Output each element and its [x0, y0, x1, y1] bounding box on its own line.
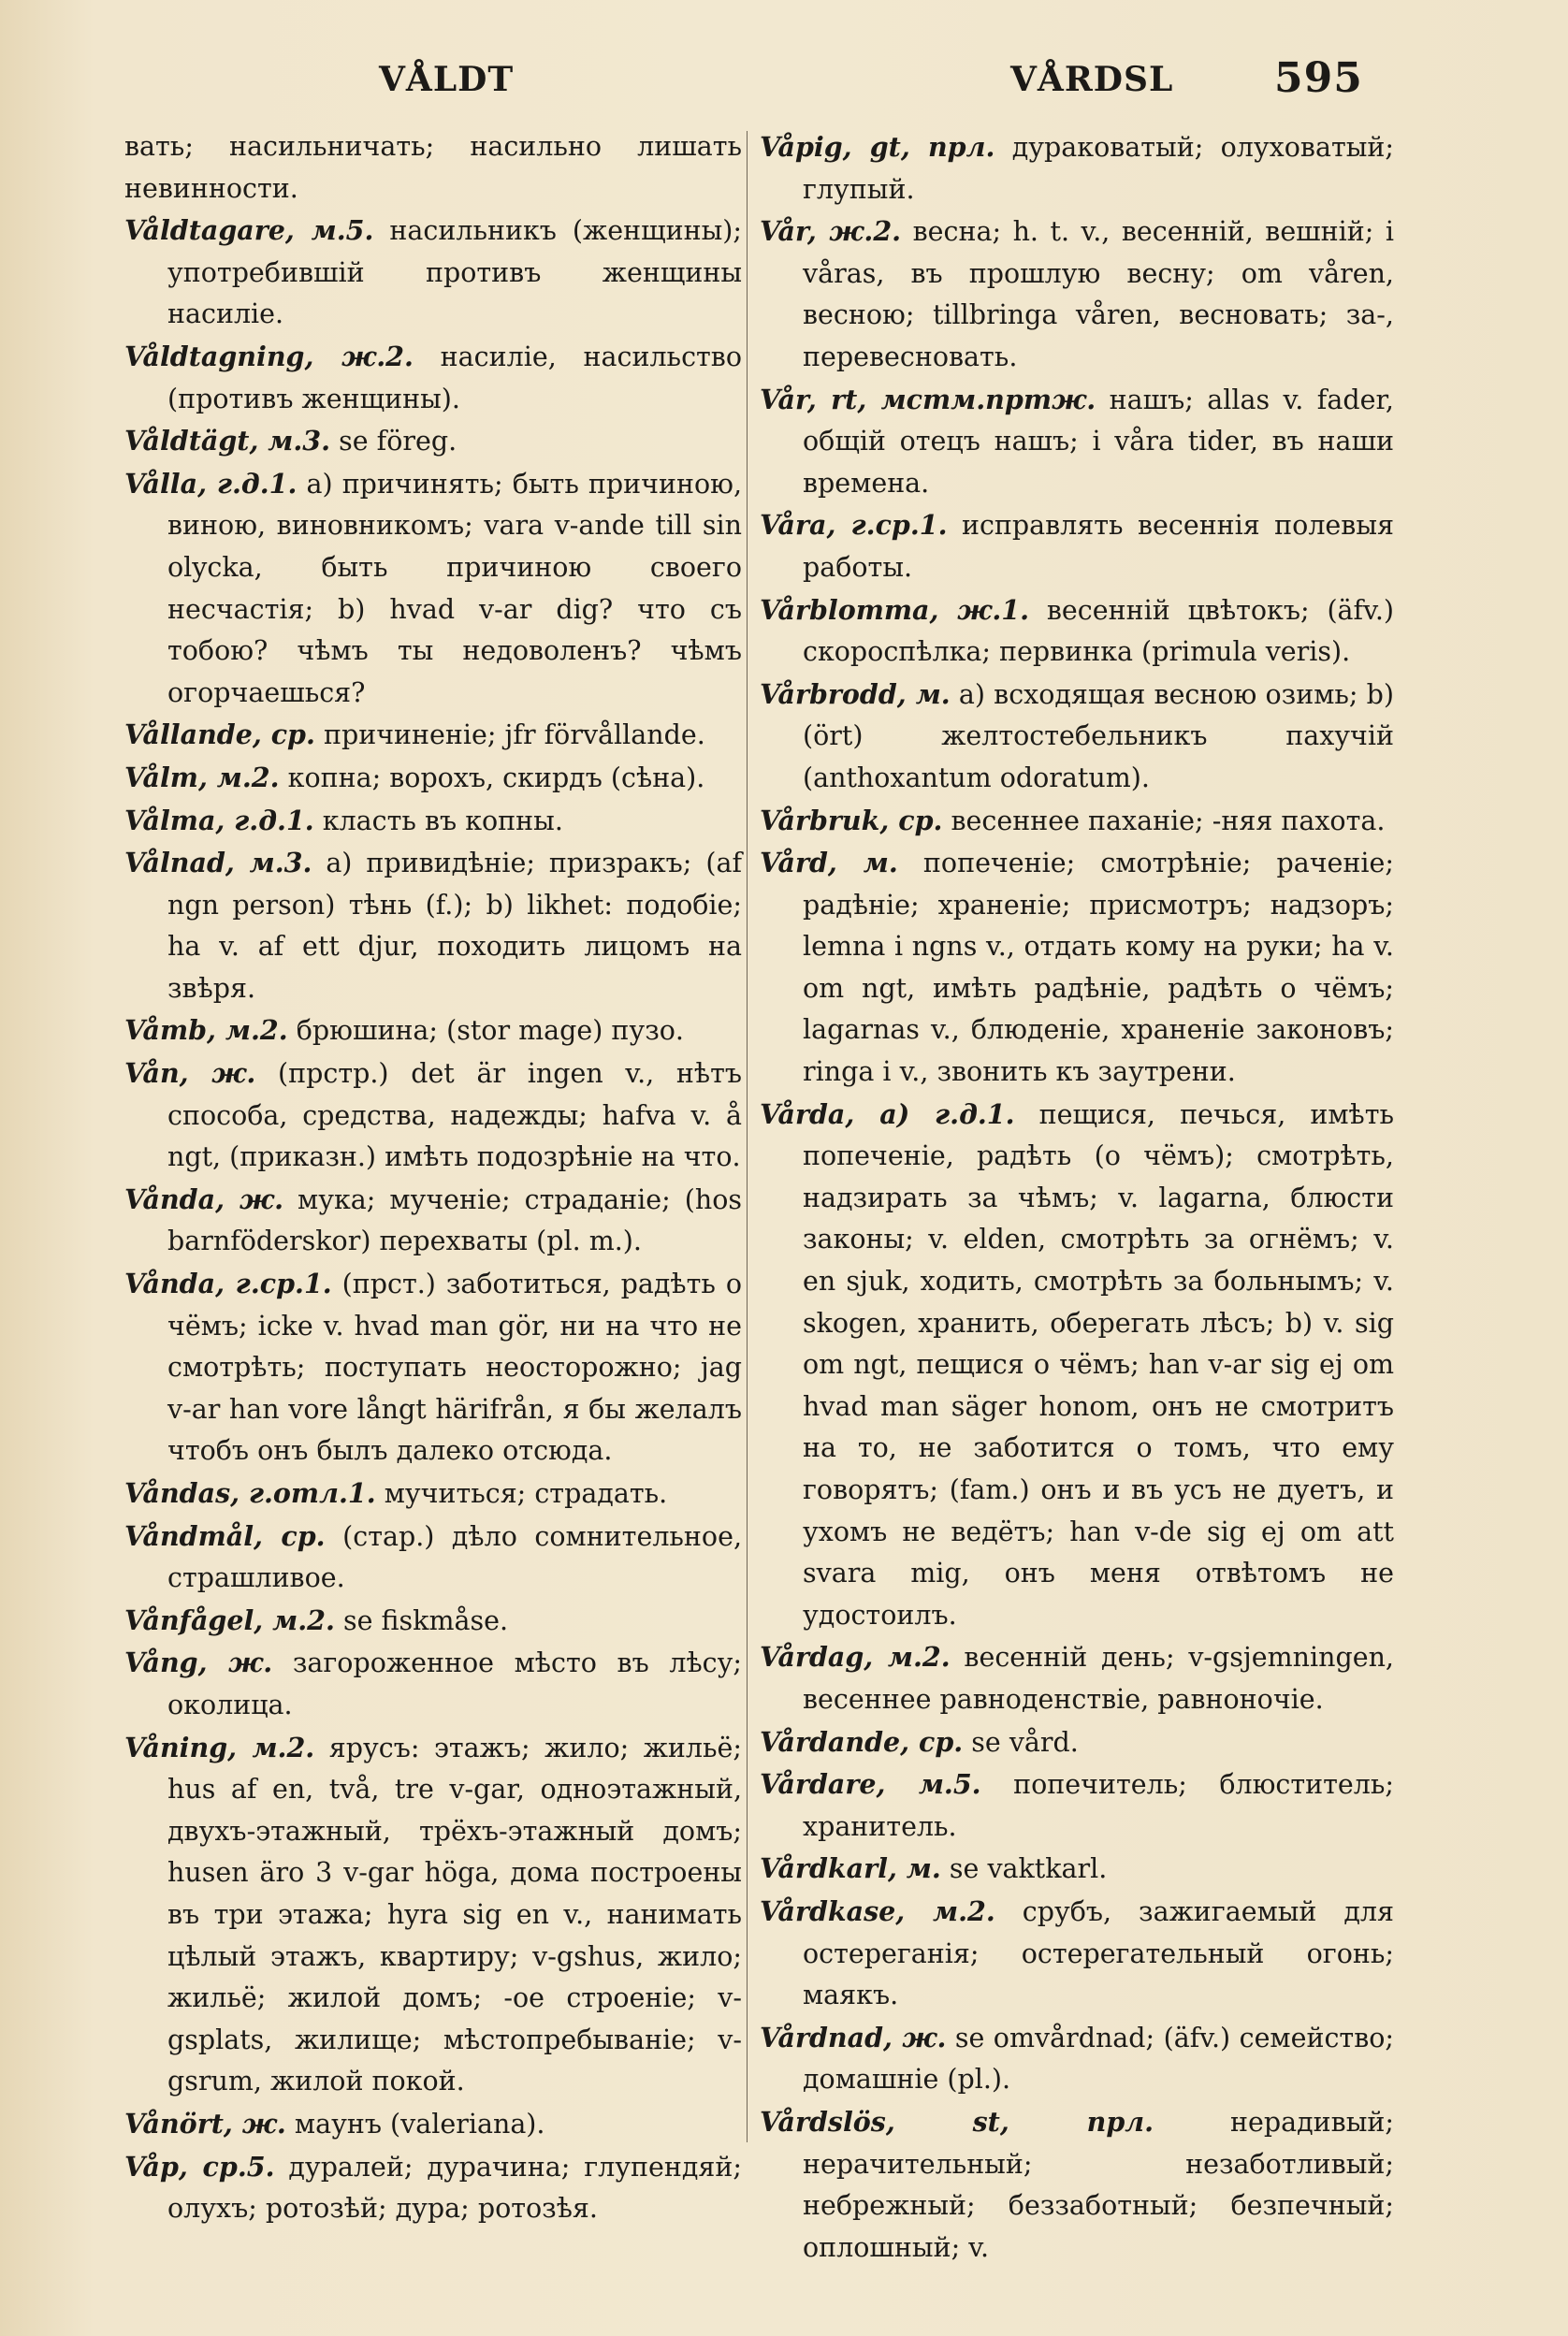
- entry-headword: Vålnad, м.3.: [124, 847, 312, 879]
- dictionary-entry: [124, 1516, 742, 1600]
- entry-headword: Vårbruk, ср.: [760, 804, 943, 836]
- entry-definition: загороженное мѣсто въ лѣсу; околица.: [167, 1647, 742, 1720]
- entry-definition: se vaktkarl.: [949, 1853, 1108, 1885]
- entry-headword: Våmb, м.2.: [124, 1014, 288, 1047]
- entry-headword: Vålm, м.2.: [124, 761, 280, 793]
- entry-definition: класть въ копны.: [322, 805, 563, 836]
- dictionary-entry: [760, 2017, 1394, 2101]
- entry-headword: Vårdag, м.2.: [760, 1641, 951, 1674]
- dictionary-entry: [124, 1727, 742, 2103]
- entry-definition: мучиться; страдать.: [384, 1478, 668, 1509]
- entry-definition: (стар.) дѣло сомнительное, страшливое.: [167, 1520, 743, 1594]
- dictionary-entry: [760, 210, 1394, 378]
- entry-headword: Våning, м.2.: [124, 1731, 315, 1763]
- dictionary-entry: [760, 1094, 1394, 1637]
- running-head-right: VÅRDSL: [1010, 60, 1174, 99]
- dictionary-entry: [124, 420, 742, 463]
- dictionary-entry: [760, 589, 1394, 674]
- entry-headword: Vår, ж.2.: [760, 215, 902, 248]
- entry-headword: Våldtägt, м.3.: [124, 425, 331, 457]
- entry-definition: пещися, печься, имѣть попеченіе, радѣть (о чёмъ); смотрѣть, надзирать за чѣмъ; v. lagarna, блюсти законы; v. elden, смотрѣть за огнёмъ; v. en sjuk, ходить, смотрѣть за больнымъ; v. skogen, хранить, оберегать лѣсъ; b) v. sig om ngt, пещися о чёмъ; han v-ar sig ej om hvad man säger honom, онъ не смотритъ на то, не заботится о томъ, что ему говорятъ; (fam.) онъ и въ усъ не дуетъ, и ухомъ не ведётъ; han v-de sig ej om att svara mig, онъ меня отвѣтомъ не удостоилъ.: [803, 1098, 1394, 1631]
- entry-headword: Vårdkase, м.2.: [760, 1894, 995, 1927]
- entry-headword: Vång, ж.: [124, 1647, 273, 1679]
- right-column: [760, 126, 1394, 2269]
- entry-definition: маунъ (valeriana).: [294, 2108, 545, 2140]
- dictionary-entry: [760, 1721, 1394, 1764]
- entry-headword: Vårda, a) г.д.1.: [760, 1097, 1015, 1130]
- dictionary-entry: [124, 1052, 742, 1179]
- entry-definition: дуралей; дурачина; глупендяй; олухъ; ротозѣй; дура; ротозѣя.: [167, 2151, 742, 2225]
- entry-headword: Vånört, ж.: [124, 2107, 286, 2140]
- dictionary-entry: [760, 379, 1394, 505]
- dictionary-entry: [124, 126, 742, 210]
- entry-definition: a) привидѣніе; призракъ; (af ngn person) тѣнь (f.); b) likhet: подобіе; ha v. af ett djur, походить лицомъ на звѣря.: [167, 848, 742, 1004]
- entry-headword: Våp, ср.5.: [124, 2150, 275, 2183]
- entry-definition: исправлять весеннія полевыя работы.: [803, 510, 1395, 583]
- dictionary-entry: [760, 842, 1394, 1094]
- entry-headword: Vålla, г.д.1.: [124, 467, 298, 500]
- running-head-left: VÅLDT: [379, 60, 515, 99]
- dictionary-entry: [124, 2146, 742, 2230]
- entry-definition: a) причинять; быть причиною, виною, виновникомъ; vara v-ande till sin olycka, быть причиною своего несчастія; b) hvad v-ar dig? что съ тобою? чѣмъ ты недоволенъ? чѣмъ огорчаешься?: [167, 468, 743, 708]
- page-number: 595: [1274, 54, 1363, 102]
- dictionary-entry: [124, 2103, 742, 2146]
- entry-headword: Vårdnad, ж.: [760, 2021, 947, 2053]
- dictionary-entry: [760, 126, 1394, 210]
- dictionary-entry: [124, 1600, 742, 1643]
- dictionary-entry: [124, 842, 742, 1009]
- entry-headword: Vårblomma, ж.1.: [760, 593, 1030, 626]
- entry-definition: копна; ворохъ, скирдъ (сѣна).: [287, 762, 705, 793]
- entry-definition: se vård.: [971, 1726, 1079, 1758]
- entry-headword: Vårdslös, st, прл.: [760, 2105, 1154, 2138]
- dictionary-entry: [760, 1636, 1394, 1720]
- entry-definition: попечитель; блюститель; хранитель.: [803, 1769, 1394, 1842]
- entry-definition: нашъ; allas v. fader, общій отецъ нашъ; i våra tider, въ наши времена.: [803, 384, 1394, 499]
- entry-headword: Vårdare, м.5.: [760, 1768, 981, 1801]
- dictionary-entry: [124, 714, 742, 757]
- dictionary-entry: [760, 1763, 1394, 1848]
- dictionary-entry: [760, 2101, 1394, 2269]
- dictionary-entry: [124, 1642, 742, 1726]
- entry-definition: дураковатый; олуховатый; глупый.: [803, 132, 1394, 205]
- entry-headword: Vålma, г.д.1.: [124, 804, 314, 836]
- dictionary-entry: [124, 1009, 742, 1052]
- entry-headword: Våldtagning, ж.2.: [124, 340, 414, 372]
- entry-definition: вать; насильничать; насильно лишать невинности.: [124, 131, 742, 204]
- dictionary-entry: [124, 336, 742, 420]
- dictionary-entry: [124, 757, 742, 800]
- entry-definition: весна; h. t. v., весенній, вешній; i våras, въ прошлую весну; om våren, весною; tillbringa våren, весновать; за-, перевесновать.: [803, 216, 1395, 372]
- dictionary-entry: [124, 210, 742, 336]
- entry-definition: насиліе, насильство (противъ женщины).: [167, 341, 743, 414]
- dictionary-entry: [124, 463, 742, 715]
- entry-headword: Våndas, г.отл.1.: [124, 1477, 376, 1509]
- entry-headword: Vårdande, ср.: [760, 1725, 964, 1758]
- entry-headword: Vållande, ср.: [124, 718, 315, 751]
- entry-definition: se omvårdnad; (äfv.) семейство; домашніе (pl.).: [803, 2022, 1394, 2096]
- entry-definition: (прст.) заботиться, радѣть о чёмъ; icke v. hvad man gör, ни на что не смотрѣть; поступать неосторожно; jag v-ar han vore långt härifrån, я бы желалъ чтобъ онъ былъ далеко отсюда.: [167, 1269, 742, 1467]
- entry-headword: Vånda, ж.: [124, 1183, 284, 1215]
- entry-headword: Vånfågel, м.2.: [124, 1603, 335, 1636]
- entry-definition: se fiskmåse.: [342, 1604, 509, 1636]
- entry-definition: ярусъ: этажъ; жило; жильё; hus af en, två, tre v-gar, одноэтажный, двухъ-этажный, трёхъ-этажный домъ; husen äro 3 v-gar höga, дома построены въ три этажа; hyra sig en v., нанимать цѣлый этажъ, квартиру; v-gshus, жило; жильё; жилой домъ; -ое строеніе; v-gsplats, жилище; мѣстопребываніе; v-gsrum, жилой покой.: [167, 1732, 743, 2097]
- dictionary-entry: [760, 800, 1394, 843]
- entry-definition: мука; мученіе; страданіе; (hos barnföderskor) перехваты (pl. m.).: [167, 1183, 742, 1257]
- entry-headword: Vånda, г.ср.1.: [124, 1268, 332, 1300]
- dictionary-entry: [760, 674, 1394, 800]
- dictionary-entry: [760, 504, 1394, 588]
- column-divider: [747, 131, 748, 2142]
- entry-definition: (прстр.) det är ingen v., нѣтъ способа, средства, надежды; hafva v. å ngt, (приказн.) имѣть подозрѣніе на что.: [167, 1058, 742, 1173]
- entry-headword: Våpig, gt, прл.: [760, 131, 995, 163]
- dictionary-entry: [124, 1473, 742, 1516]
- entry-definition: попеченіе; смотрѣніе; раченіе; радѣніе; храненіе; присмотръ; надзоръ; lemna i ngns v., отдать кому на руки; ha v. om ngt, имѣть радѣніе, радѣть о чёмъ; lagarnas v., блюденіе, храненіе законовъ; ringa i v., звонить къ заутрени.: [803, 848, 1394, 1088]
- dictionary-entry: [124, 800, 742, 843]
- entry-definition: весеннее паханіе; -няя пахота.: [951, 805, 1386, 836]
- entry-definition: a) всходящая весною озимь; b) (ört) желтостебельникъ пахучій (anthoxantum odoratum).: [803, 678, 1394, 793]
- entry-definition: весенній цвѣтокъ; (äfv.) скороспѣлка; первинка (primula veris).: [803, 594, 1394, 668]
- left-column: [124, 126, 742, 2230]
- entry-headword: Vårbrodd, м.: [760, 677, 951, 710]
- dictionary-entry: [124, 1263, 742, 1473]
- dictionary-entry: [760, 1891, 1394, 2017]
- dictionary-entry: [124, 1179, 742, 1263]
- entry-definition: причиненіе; jfr förvållande.: [323, 719, 705, 751]
- entry-headword: Våra, г.ср.1.: [760, 509, 948, 542]
- entry-definition: брюшина; (stor mage) пузо.: [296, 1015, 684, 1047]
- entry-headword: Vån, ж.: [124, 1057, 256, 1090]
- entry-definition: насильникъ (женщины); употребившій противъ женщины насиліе.: [167, 215, 742, 330]
- entry-definition: весенній день; v-gsjemningen, весеннее равноденствіе, равноночіе.: [803, 1642, 1394, 1715]
- entry-definition: срубъ, зажигаемый для остереганія; остерегательный огонь; маякъ.: [803, 1895, 1394, 2011]
- entry-headword: Våldtagare, м.5.: [124, 214, 374, 247]
- entry-headword: Vår, rt, мстм.пртж.: [760, 383, 1096, 415]
- entry-headword: Våndmål, ср.: [124, 1519, 326, 1552]
- entry-headword: Vård, м.: [760, 847, 898, 879]
- entry-definition: se föreg.: [339, 426, 457, 457]
- dictionary-entry: [760, 1848, 1394, 1891]
- entry-definition: нерадивый; нерачительный; незаботливый; небрежный; беззаботный; безпечный; оплошный; v.: [803, 2106, 1394, 2263]
- entry-headword: Vårdkarl, м.: [760, 1852, 941, 1885]
